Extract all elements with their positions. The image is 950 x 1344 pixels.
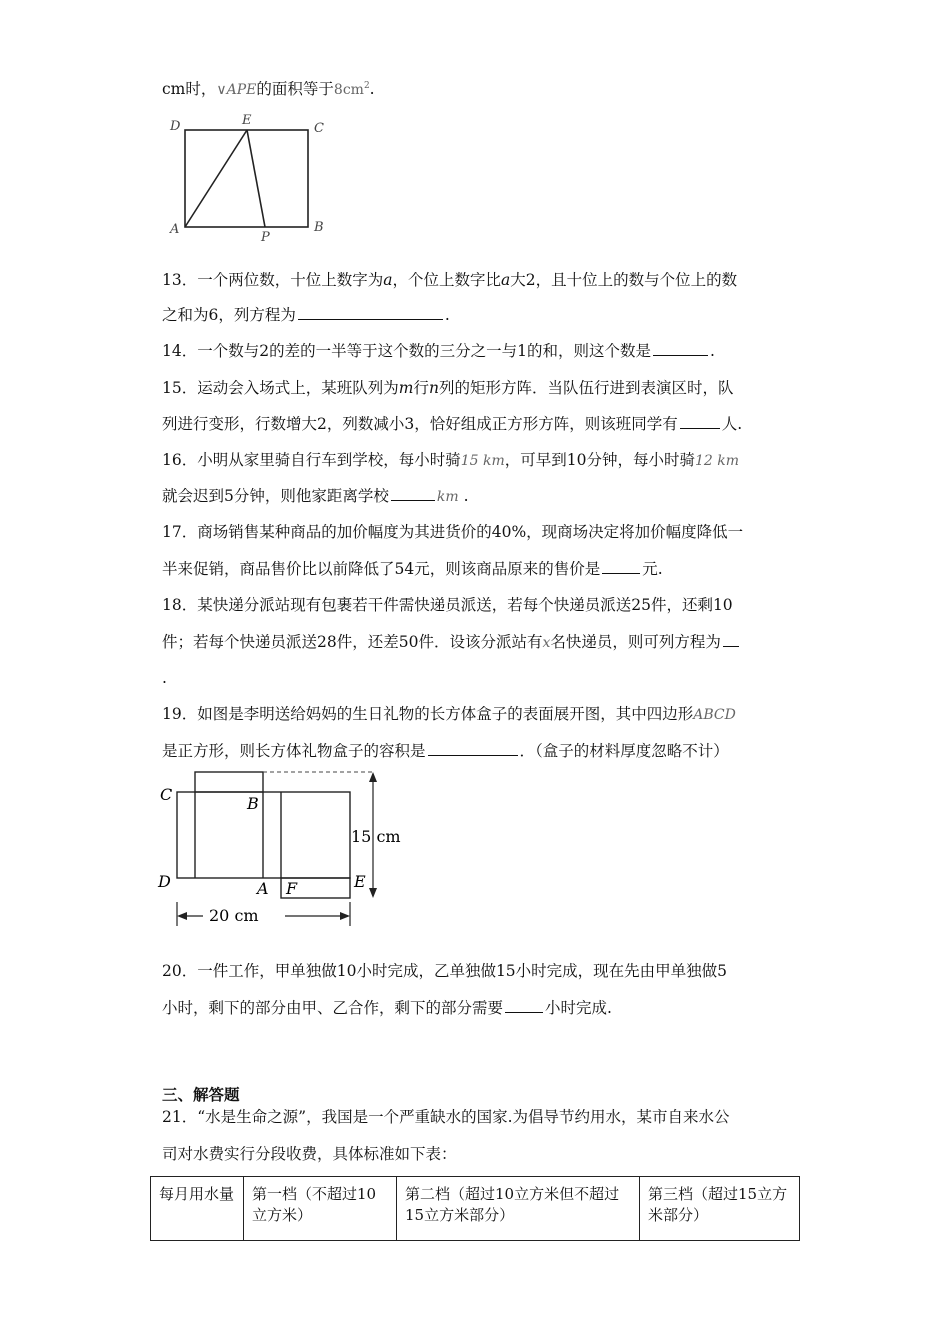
q14-line: 14．一个数与2的差的一半等于这个数的三分之一与1的和，则这个数是 . (162, 342, 715, 360)
label-e: E (242, 113, 252, 128)
label-c: C (314, 121, 324, 136)
label-b: B (314, 220, 324, 235)
q12-tail: cm时，∨APE的面积等于$8cm^2$. (162, 80, 375, 99)
section-heading: 三、解答题 (162, 1086, 240, 1104)
segment-ae (185, 130, 247, 227)
q21-line1: 21．“水是生命之源”，我国是一个严重缺水的国家.为倡导节约用水，某市自来水公 (162, 1108, 730, 1126)
q16-line1: 16．小明从家里骑自行车到学校，每小时骑15 km，可早到10分钟，每小时骑12 km (162, 451, 740, 469)
height-label: 15 cm (351, 827, 401, 846)
q18-line1: 18．某快递分派站现有包裹若干件需快递员派送，若每个快递员派送25件，还剩10 (162, 596, 733, 614)
rectangle-figure (160, 112, 340, 247)
label-a: A (257, 879, 269, 898)
answer-blank[interactable] (391, 486, 435, 501)
q20-line1: 20．一件工作，甲单独做10小时完成，乙单独做15小时完成，现在先由甲单独做5 (162, 962, 728, 980)
label-c: C (160, 785, 173, 804)
top-flap (195, 772, 263, 792)
label-d: D (170, 119, 181, 134)
segment-ep (247, 130, 265, 227)
water-fee-table (150, 1176, 800, 1241)
box-net-figure (155, 764, 415, 936)
rect-abcd (185, 130, 308, 227)
width-label: 20 cm (209, 906, 259, 925)
label-e: E (354, 872, 366, 891)
q13-line2: 之和为6，列方程为 . (162, 306, 450, 324)
answer-blank[interactable] (298, 305, 443, 320)
label-d: D (158, 872, 171, 891)
q15-line2: 列进行变形，行数增大2，列数减小3，恰好组成正方形方阵，则该班同学有 人. (162, 415, 743, 433)
answer-blank[interactable] (680, 414, 720, 429)
q21-line2: 司对水费实行分段收费，具体标准如下表： (162, 1145, 457, 1163)
table-header-cell: 第三档（超过15立方米部分） (640, 1177, 800, 1241)
label-b: B (247, 794, 259, 813)
q20-line2: 小时，剩下的部分由甲、乙合作，剩下的部分需要 小时完成. (162, 999, 612, 1017)
q15-line1: 15．运动会入场式上，某班队列为m行n列的矩形方阵．当队伍行进到表演区时，队 (162, 379, 734, 397)
table-header-cell: 第一档（不超过10立方米） (244, 1177, 397, 1241)
answer-blank[interactable] (428, 741, 518, 756)
q17-line2: 半来促销，商品售价比以前降低了54元，则该商品原来的售价是 元. (162, 560, 663, 578)
table-row (151, 1177, 800, 1241)
label-a: A (170, 222, 180, 237)
q19-line2: 是正方形，则长方体礼物盒子的容积是 ．（盒子的材料厚度忽略不计） (162, 742, 729, 760)
label-p: P (261, 230, 270, 245)
q13-line1: 13．一个两位数，十位上数字为a，个位上数字比a大2，且十位上的数与个位上的数 (162, 271, 738, 289)
table-header-cell: 第二档（超过10立方米但不超过15立方米部分） (397, 1177, 640, 1241)
q19-line1: 19．如图是李明送给妈妈的生日礼物的长方体盒子的表面展开图，其中四边形ABCD (162, 705, 736, 723)
answer-blank[interactable] (653, 341, 708, 356)
answer-blank[interactable] (505, 998, 543, 1013)
answer-blank[interactable] (602, 559, 640, 574)
label-f: F (286, 879, 298, 898)
q18-line3: . (162, 669, 167, 687)
answer-blank[interactable] (723, 632, 739, 647)
q17-line1: 17．商场销售某种商品的加价幅度为其进货价的40%，现商场决定将加价幅度降低一 (162, 523, 744, 541)
q16-line2: 就会迟到5分钟，则他家距离学校 km . (162, 487, 469, 505)
q18-line2: 件；若每个快递员派送28件，还差50件．设该分派站有x名快递员，则可列方程为 (162, 632, 741, 653)
table-header-cell: 每月用水量 (151, 1177, 244, 1241)
